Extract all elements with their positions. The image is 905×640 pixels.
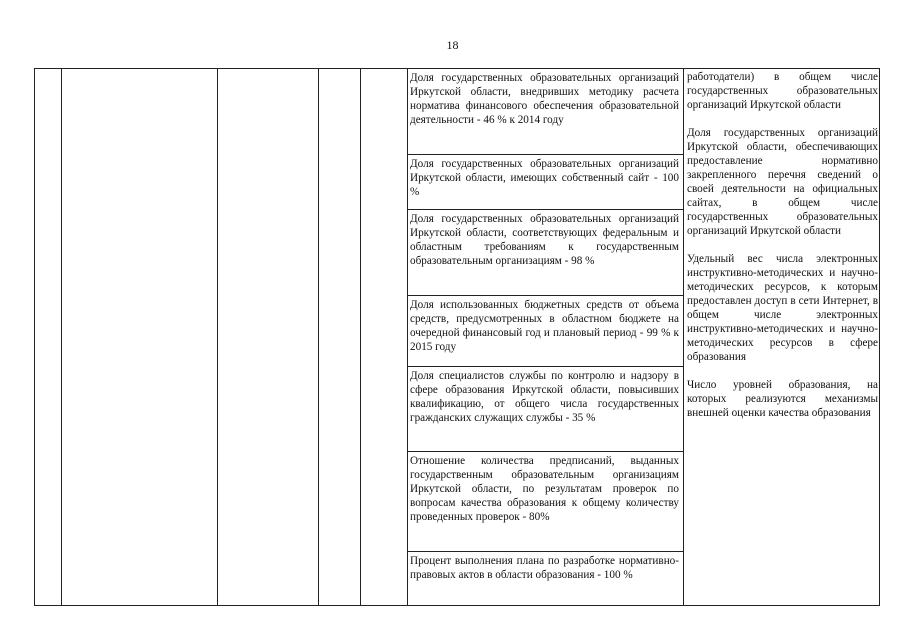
column-divider [318,68,319,606]
row-divider [407,551,683,552]
measures-column [684,70,880,420]
row-divider [407,209,683,210]
indicator-cell: Процент выполнения плана по разработке нормативно-правовых актов в области образования - 100 % [410,555,679,581]
indicator-cell: Отношение количества предписаний, выданных государственным образовательным организациям Иркутской области, по результатам проверок по вопросам качества образования к общему количеству проведенных проверок - 80% [410,455,679,523]
row-divider [407,154,683,155]
row-divider [407,451,683,452]
indicator-cell: Доля использованных бюджетных средств от объема средств, предусмотренных в областном бюджете на очередной финансовый год и плановый период - 99 % к 2015 году [410,299,679,353]
measure-text: Число уровней образования, на которых реализуются механизмы внешней оценки качества образования [687,379,878,419]
column-divider [217,68,218,606]
column-divider [360,68,361,606]
indicator-cell: Доля государственных образовательных организаций Иркутской области, соответствующих федеральным и областным требованиям к государственным образовательным организациям - 98 % [410,213,679,267]
measure-text: работодатели) в общем числе государственных образовательных организаций Иркутской области [687,71,878,111]
row-divider [407,366,683,367]
column-divider [61,68,62,606]
indicator-cell: Доля государственных образовательных организаций Иркутской области, имеющих собственный сайт - 100 % [410,158,679,198]
measure-text: Доля государственных организаций Иркутской области, обеспечивающих предоставление нормативно закрепленного перечня сведений о своей деятельности на официальных сайтах, в общем числе государственных образовательных организаций Иркутской области [687,127,878,237]
page-number: 18 [446,38,459,52]
indicator-cell: Доля специалистов службы по контролю и надзору в сфере образования Иркутской области, повысивших квалификацию, от общего числа государственных гражданских служащих службы - 35 % [410,370,679,424]
row-divider [407,295,683,296]
measure-text: Удельный вес числа электронных инструктивно-методических и научно-методических ресурсов, к которым предоставлен доступ в сети Интернет, в общем числе электронных инструктивно-методических и научно-методических ресурсов в сфере образования [687,253,878,363]
indicator-cell: Доля государственных образовательных организаций Иркутской области, внедривших методику расчета норматива финансового обеспечения образовательной деятельности - 46 % к 2014 году [410,72,679,126]
